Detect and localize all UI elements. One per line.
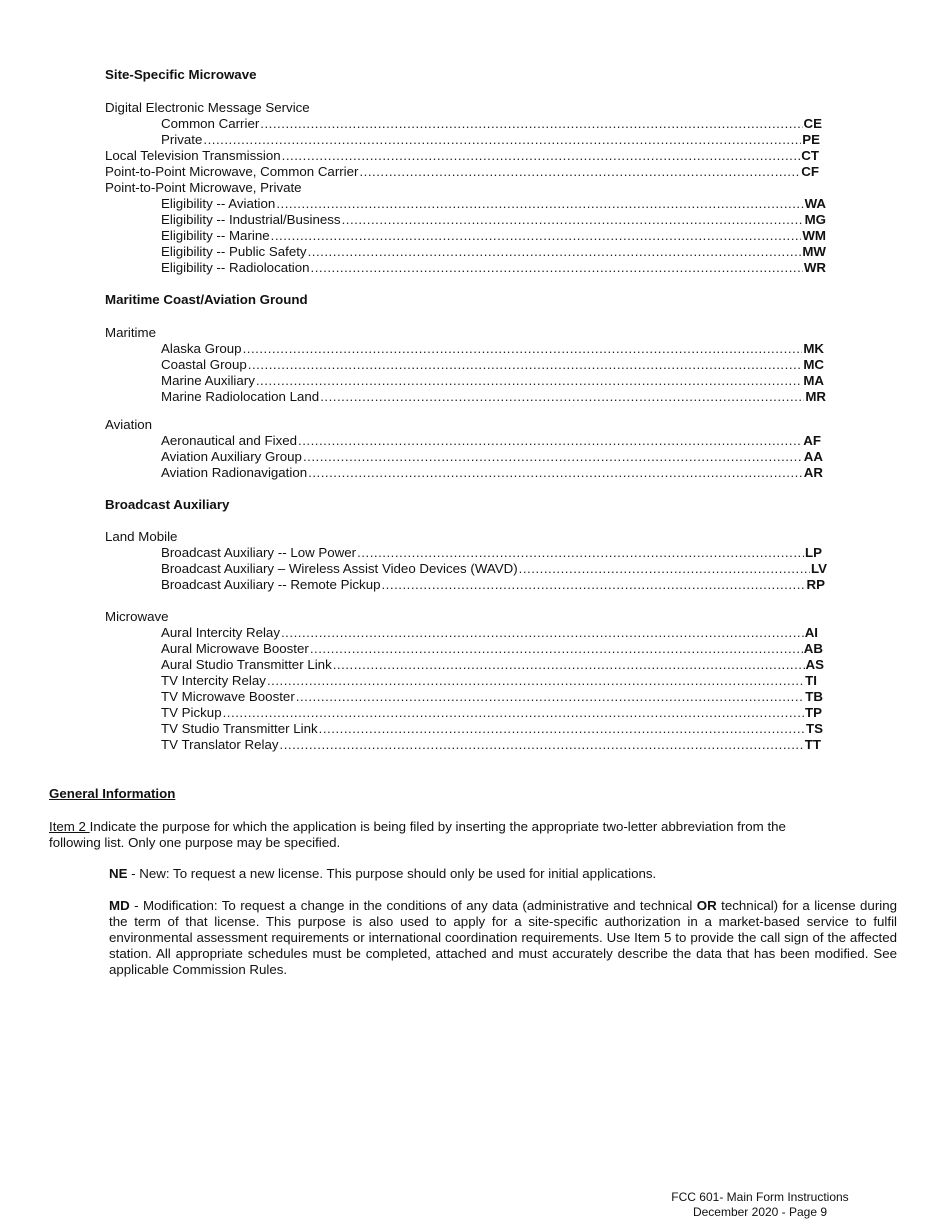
item-label: Marine Auxiliary (161, 373, 255, 388)
item-label: Aural Microwave Booster (161, 641, 309, 656)
list-item (161, 657, 824, 673)
item-code: MG (804, 212, 826, 227)
purpose-ne (109, 866, 897, 882)
list-item (161, 625, 818, 641)
item-code: AS (805, 657, 824, 672)
item-label: Aural Intercity Relay (161, 625, 280, 640)
item-label: TV Intercity Relay (161, 673, 266, 688)
item-code: PE (802, 132, 820, 147)
item-code: TB (805, 689, 823, 704)
list-item (161, 260, 826, 276)
item-label: Point-to-Point Microwave, Common Carrier (105, 164, 359, 179)
footer-date-page: December 2020 - Page 9 (692, 1205, 828, 1219)
item-label: TV Studio Transmitter Link (161, 721, 318, 736)
item-label: Marine Radiolocation Land (161, 389, 320, 404)
list-item (161, 357, 824, 373)
item-label: Eligibility -- Public Safety (161, 244, 307, 259)
item-code: MC (803, 357, 824, 372)
item-code: CF (801, 164, 819, 179)
group-heading: Digital Electronic Message Service (105, 100, 310, 115)
group-heading: Land Mobile (105, 529, 178, 544)
item-code: RP (806, 577, 825, 592)
item-label: Local Television Transmission (105, 148, 281, 163)
list-item (161, 373, 824, 389)
item-label: Private (161, 132, 203, 147)
list-item (161, 561, 827, 577)
item-code: LV (810, 561, 827, 576)
item-label: Aeronautical and Fixed (161, 433, 298, 448)
item-code: LP (805, 545, 822, 560)
item-label: TV Pickup (161, 705, 222, 720)
list-item (161, 433, 821, 449)
emphasis-or: OR (696, 898, 717, 913)
list-item (161, 341, 824, 357)
list-item (161, 116, 822, 132)
item-code: TP (805, 705, 822, 720)
purpose-code: MD (109, 898, 130, 913)
group-heading: Aviation (105, 417, 153, 432)
item-label: Broadcast Auxiliary -- Remote Pickup (161, 577, 381, 592)
list-item (161, 737, 821, 753)
section-heading: Site-Specific Microwave (105, 67, 257, 82)
list-item (161, 132, 820, 148)
item-code: CE (803, 116, 822, 131)
purpose-md (109, 898, 897, 978)
item-2-label: Item 2 (49, 819, 90, 834)
item-label: Eligibility -- Marine (161, 228, 270, 243)
item-2-paragraph (49, 819, 839, 851)
list-item (161, 389, 826, 405)
list-item (161, 721, 823, 737)
list-item (161, 449, 823, 465)
list-item (161, 577, 825, 593)
item-code: WR (803, 260, 826, 275)
item-code: TS (806, 721, 823, 736)
group-heading: Microwave (105, 609, 169, 624)
item-code: MW (802, 244, 826, 259)
item-code: AI (804, 625, 818, 640)
item-label: Aviation Radionavigation (161, 465, 308, 480)
purpose-description-continued: technical) for a license during the term of that license. This purpose is also used to apply for a site-specific authorization in a market-based service to fulfil environmental assessment requirements or international coordination requirements. Use Item 5 to provide the call sign of the affected station. All appropriate schedules must be completed, attached and must accurately describe the data that has been modified. See applicable Commission Rules. (109, 898, 897, 977)
list-item (105, 164, 819, 180)
list-item (161, 545, 822, 561)
page-footer (660, 1190, 860, 1220)
general-information-heading: General Information (49, 786, 176, 801)
item-code: TI (805, 673, 817, 688)
footer-form-title: FCC 601- Main Form Instructions (671, 1190, 849, 1204)
item-code: MR (805, 389, 826, 404)
list-item (161, 244, 826, 260)
item-label: Broadcast Auxiliary -- Low Power (161, 545, 357, 560)
item-code: AF (803, 433, 821, 448)
item-label: Common Carrier (161, 116, 260, 131)
section-heading: Broadcast Auxiliary (105, 497, 230, 512)
item-label: Coastal Group (161, 357, 247, 372)
list-item (161, 641, 823, 657)
list-item (161, 705, 822, 721)
purpose-code: NE (109, 866, 128, 881)
item-label: Aural Studio Transmitter Link (161, 657, 332, 672)
list-item (161, 228, 826, 244)
list-item (161, 465, 823, 481)
item-label: TV Microwave Booster (161, 689, 295, 704)
item-2-text: Indicate the purpose for which the application is being filed by inserting the appropriate two-letter abbreviation from the following list. Only one purpose may be specified. (49, 819, 786, 850)
item-label: Eligibility -- Radiolocation (161, 260, 310, 275)
purpose-description: - Modification: To request a change in the conditions of any data (administrative and technical (129, 898, 697, 913)
item-label: Eligibility -- Aviation (161, 196, 276, 211)
list-item (161, 689, 823, 705)
item-code: AA (803, 449, 823, 464)
list-item (161, 212, 826, 228)
item-code: WM (802, 228, 826, 243)
item-code: WA (804, 196, 826, 211)
item-code: AB (803, 641, 823, 656)
group-heading: Maritime (105, 325, 156, 340)
item-code: MK (803, 341, 824, 356)
item-label: Aviation Auxiliary Group (161, 449, 302, 464)
item-label: Broadcast Auxiliary – Wireless Assist Video Devices (WAVD) (161, 561, 518, 576)
list-item (161, 196, 826, 212)
section-heading: Maritime Coast/Aviation Ground (105, 292, 308, 307)
list-item (161, 673, 817, 689)
list-item (105, 148, 819, 164)
group-heading: Point-to-Point Microwave, Private (105, 180, 302, 195)
item-label: TV Translator Relay (161, 737, 279, 752)
item-code: TT (804, 737, 821, 752)
purpose-description: - New: To request a new license. This purpose should only be used for initial applications. (127, 866, 657, 881)
item-code: MA (803, 373, 824, 388)
item-label: Alaska Group (161, 341, 242, 356)
item-code: AR (803, 465, 823, 480)
item-code: CT (801, 148, 819, 163)
item-label: Eligibility -- Industrial/Business (161, 212, 341, 227)
